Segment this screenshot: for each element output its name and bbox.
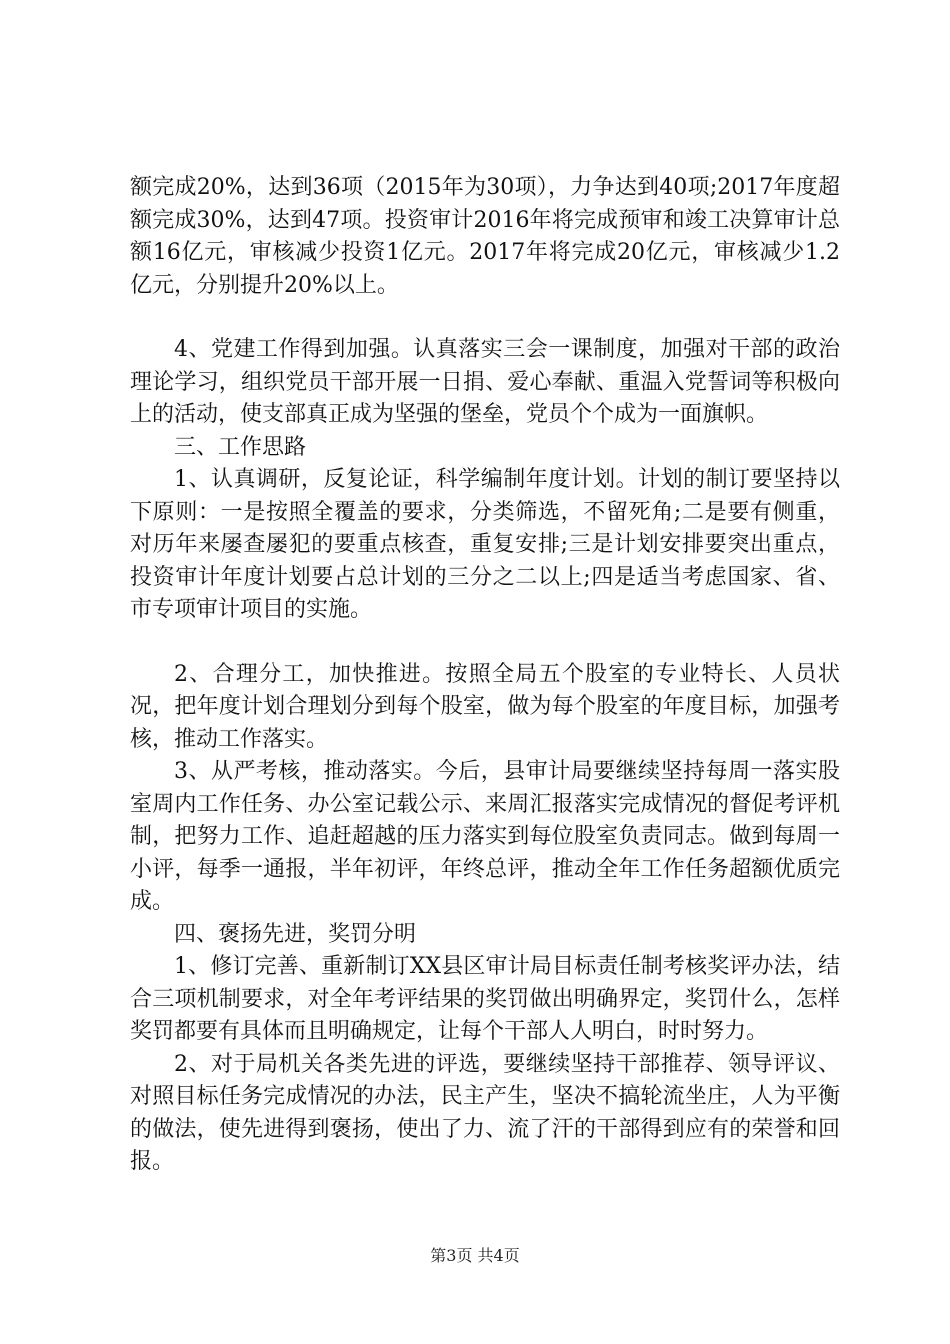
heading-rewards-and-penalties: 四、褒扬先进，奖罚分明: [174, 921, 417, 947]
paragraph-advanced-selection: 2、对于局机关各类先进的评选，要继续坚持干部推荐、领导评议、对照目标任务完成情况的办法，民主产生，坚决不搞轮流坐庄，人为平衡的做法，使先进得到褒扬，使出了力、流了汗的干部得到应有的荣誉和回报。: [130, 1051, 840, 1174]
paragraph-annual-plan: 1、认真调研，反复论证，科学编制年度计划。计划的制订要坚持以下原则：一是按照全覆盖的要求，分类筛选，不留死角;二是要有侧重，对历年来屡查屡犯的要重点核查，重复安排;三是计划安排要突出重点，投资审计年度计划要占总计划的三分之二以上;四是适当考虑国家、省、市专项审计项目的实施。: [130, 467, 840, 622]
heading-work-ideas: 三、工作思路: [174, 434, 307, 460]
page-number-footer: 第3页 共4页: [430, 1246, 520, 1265]
paragraph-investment-targets: 额完成20%，达到36项（2015年为30项），力争达到40项;2017年度超额完成30%，达到47项。投资审计2016年将完成预审和竣工决算审计总额16亿元，审核减少投资1亿元。2017年将完成20亿元，审核减少1.2亿元，分别提升20%以上。: [130, 175, 840, 298]
paragraph-party-building: 4、党建工作得到加强。认真落实三会一课制度，加强对干部的政治理论学习，组织党员干部开展一日捐、爱心奉献、重温入党誓词等积极向上的活动，使支部真正成为坚强的堡垒，党员个个成为一面旗帜。: [130, 337, 840, 427]
document-body: [130, 172, 840, 1179]
paragraph-strict-assessment: 3、从严考核，推动落实。今后，县审计局要继续坚持每周一落实股室周内工作任务、办公室记载公示、来周汇报落实完成情况的督促考评机制，把努力工作、追赶超越的压力落实到每位股室负责同志。做到每周一小评，每季一通报，半年初评，年终总评，推动全年工作任务超额优质完成。: [130, 759, 840, 914]
paragraph-division-of-labor: 2、合理分工，加快推进。按照全局五个股室的专业特长、人员状况，把年度计划合理划分到每个股室，做为每个股室的年度目标，加强考核，推动工作落实。: [130, 661, 840, 752]
paragraph-assessment-rules: 1、修订完善、重新制订XX县区审计局目标责任制考核奖评办法，结合三项机制要求，对全年考评结果的奖罚做出明确界定，奖罚什么，怎样奖罚都要有具体而且明确规定，让每个干部人人明白，时时努力。: [130, 954, 840, 1044]
